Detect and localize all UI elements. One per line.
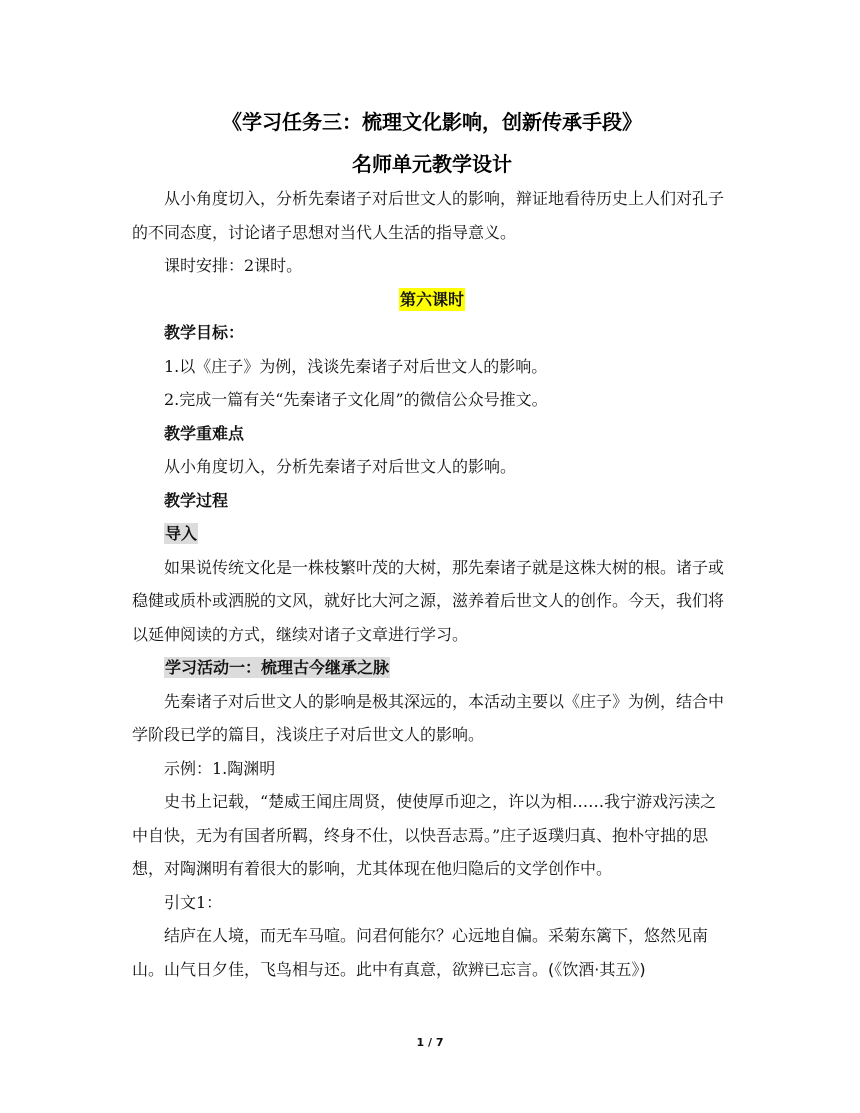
key-heading: 教学重难点 bbox=[164, 423, 245, 443]
lesson-title bbox=[132, 283, 732, 317]
goal-item-2: 2.完成一篇有关“先秦诸子文化周”的微信公众号推文。 bbox=[164, 390, 548, 409]
example-label: 示例：1.陶渊明 bbox=[164, 758, 276, 778]
activity-heading bbox=[132, 651, 732, 685]
activity-text: 先秦诸子对后世文人的影响是极其深远的，本活动主要以《庄子》为例，结合中学阶段已学的篇目，浅谈庄子对后世文人的影响。 bbox=[132, 691, 725, 744]
goals-heading: 教学目标： bbox=[164, 323, 245, 342]
document-title: 《学习任务三：梳理文化影响，创新传承手段》 bbox=[222, 110, 642, 134]
intro-heading bbox=[132, 517, 732, 551]
lesson-title-highlight: 第六课时 bbox=[399, 289, 464, 309]
quote-text: 结庐在人境，而无车马喧。问君何能尔？心远地自偏。采菊东篱下，悠然见南山。山气日夕佳，飞鸟相与还。此中有真意，欲辨已忘言。(《饮酒·其五》) bbox=[132, 926, 709, 979]
goal-item-1: 1.以《庄子》为例，浅谈先秦诸子对后世文人的影响。 bbox=[164, 356, 548, 376]
quote-label: 引文1： bbox=[164, 892, 223, 912]
key-text: 从小角度切入，分析先秦诸子对后世文人的影响。 bbox=[164, 457, 517, 476]
document-subtitle: 名师单元教学设计 bbox=[352, 152, 512, 176]
intro-heading-highlight: 导入 bbox=[165, 524, 198, 543]
process-heading: 教学过程 bbox=[164, 490, 229, 510]
document-body bbox=[132, 108, 732, 986]
page-number: 1 / 7 bbox=[416, 1036, 444, 1049]
intro-text: 如果说传统文化是一株枝繁叶茂的大树，那先秦诸子就是这株大树的根。诸子或稳健或质朴或洒脱的文风，就好比大河之源，滋养着后世文人的创作。今天，我们将以延伸阅读的方式，继续对诸子文章进行学习。 bbox=[132, 557, 725, 644]
activity-heading-highlight: 学习活动一：梳理古今继承之脉 bbox=[165, 658, 390, 677]
history-text: 史书上记载，“楚威王闻庄周贤，使使厚币迎之，许以为相……我宁游戏污渎之中自快，无为有国者所羁，终身不仕，以快吾志焉。”庄子返璞归真、抱朴守拙的思想，对陶渊明有着很大的影响，尤其体现在他归隐后的文学创作中。 bbox=[132, 792, 717, 878]
intro-paragraph: 从小角度切入，分析先秦诸子对后世文人的影响，辩证地看待历史上人们对孔子的不同态度，讨论诸子思想对当代人生活的指导意义。 bbox=[132, 189, 725, 242]
schedule-line: 课时安排：2课时。 bbox=[164, 256, 303, 275]
